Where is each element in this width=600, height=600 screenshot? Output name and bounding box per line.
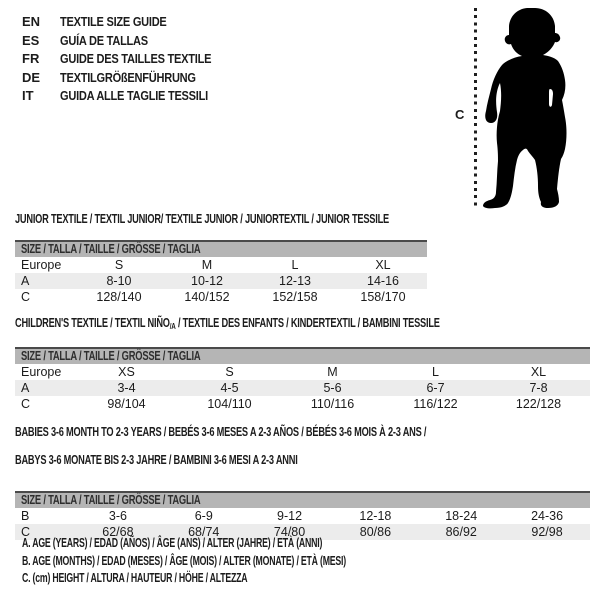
size-cell: L bbox=[432, 365, 439, 379]
guide-title: TEXTILGRÖßENFÜHRUNG bbox=[60, 69, 196, 85]
legend-text: B. AGE (MONTHS) / EDAD (MESES) / ÂGE (MOIS) / ALTER (MONATE) / ETÀ (MESI) bbox=[22, 553, 346, 568]
guide-title: GUÍA DE TALLAS bbox=[60, 32, 148, 48]
legend bbox=[22, 535, 485, 588]
section-title-line1 bbox=[15, 424, 590, 441]
childrens-textile-section bbox=[15, 317, 590, 412]
table-row-age bbox=[15, 380, 590, 396]
row-label: Europe bbox=[21, 365, 62, 379]
height-cell: 110/116 bbox=[310, 397, 355, 411]
height-cell: 152/158 bbox=[272, 290, 318, 304]
size-header-label: SIZE / TALLA / TAILLE / GRÖSSE / TAGLIA bbox=[21, 493, 201, 507]
size-header-label: SIZE / TALLA / TAILLE / GRÖSSE / TAGLIA bbox=[21, 349, 201, 363]
section-title-line2 bbox=[15, 452, 590, 469]
language-row bbox=[22, 32, 238, 51]
height-cell: 74/80 bbox=[273, 525, 306, 539]
size-header-label: SIZE / TALLA / TAILLE / GRÖSSE / TAGLIA bbox=[21, 242, 201, 256]
age-cell: 12-18 bbox=[359, 509, 392, 523]
section-title-text: JUNIOR TEXTILE / TEXTIL JUNIOR/ TEXTILE JUNIOR / JUNIORTEXTIL / JUNIOR TESSILE bbox=[15, 212, 389, 226]
height-cell: 80/86 bbox=[359, 525, 392, 539]
spacer bbox=[15, 480, 590, 491]
legend-text: C. (cm) HEIGHT / ALTURA / HAUTEUR / HÖHE / ALTEZZA bbox=[22, 571, 248, 586]
size-cell: M bbox=[201, 258, 213, 272]
section-title-text: BABIES 3-6 MONTH TO 2-3 YEARS / BEBÉS 3-6 MESES A 2-3 AÑOS / BÉBÉS 3-6 MOIS À 2-3 ANS / bbox=[15, 425, 427, 439]
table-row-age bbox=[15, 273, 427, 289]
section-title bbox=[15, 317, 590, 330]
age-cell: 7-8 bbox=[529, 381, 548, 395]
height-cell: 98/104 bbox=[107, 397, 146, 411]
height-cell: 122/128 bbox=[515, 397, 562, 411]
legend-line-age-months bbox=[22, 553, 485, 571]
height-cell: 116/122 bbox=[413, 397, 458, 411]
age-cell: 3-6 bbox=[108, 509, 127, 523]
size-cell: S bbox=[114, 258, 124, 272]
title-part: / TEXTILE DES ENFANTS / KINDERTEXTIL / BAMBINI TESSILE bbox=[175, 316, 440, 330]
babies-textile-section bbox=[15, 424, 590, 540]
row-label: B bbox=[21, 509, 30, 523]
language-row bbox=[22, 50, 238, 69]
junior-textile-section bbox=[15, 213, 427, 305]
legend-line-age-years bbox=[22, 535, 485, 553]
section-title bbox=[15, 213, 427, 226]
size-header-bar bbox=[15, 347, 590, 364]
table-row-europe bbox=[15, 257, 427, 273]
language-code: EN bbox=[22, 14, 41, 29]
age-cell: 9-12 bbox=[277, 509, 303, 523]
size-cell: S bbox=[225, 365, 234, 379]
row-label: Europe bbox=[21, 258, 62, 272]
language-row bbox=[22, 87, 238, 106]
age-cell: 6-9 bbox=[194, 509, 213, 523]
legend-text: A. AGE (YEARS) / EDAD (AÑOS) / ÂGE (ANS) / ALTER (JAHRE) / ETÀ (ANNI) bbox=[22, 536, 323, 550]
section-title-text bbox=[15, 317, 440, 333]
guide-title: GUIDE DES TAILLES TEXTILE bbox=[60, 51, 212, 67]
language-title-list bbox=[22, 13, 238, 106]
height-cell: 62/68 bbox=[102, 525, 134, 539]
age-cell: 5-6 bbox=[323, 381, 342, 395]
height-cell: 128/140 bbox=[96, 290, 142, 304]
table-row-height bbox=[15, 289, 427, 305]
age-cell: 10-12 bbox=[191, 274, 223, 288]
height-dotted-line bbox=[474, 8, 477, 208]
size-cell: XS bbox=[118, 365, 135, 379]
size-cell: XL bbox=[530, 365, 547, 379]
guide-title: TEXTILE SIZE GUIDE bbox=[60, 14, 167, 29]
size-cell: M bbox=[327, 365, 338, 379]
title-part: CHILDREN'S TEXTILE / TEXTIL NIÑO bbox=[15, 316, 170, 330]
table-row-height bbox=[15, 396, 590, 412]
height-measure-label: C bbox=[455, 107, 465, 122]
height-cell: 140/152 bbox=[184, 290, 230, 304]
language-row bbox=[22, 69, 238, 88]
size-header-bar bbox=[15, 240, 427, 257]
size-header-bar bbox=[15, 491, 590, 508]
height-cell: 104/110 bbox=[207, 397, 252, 411]
age-cell: 24-36 bbox=[531, 509, 564, 523]
age-cell: 8-10 bbox=[106, 274, 132, 288]
age-cell: 3-4 bbox=[117, 381, 136, 395]
section-title-text: BABYS 3-6 MONATE BIS 2-3 JAHRE / BAMBINI 3-6 MESI A 2-3 ANNI bbox=[15, 453, 298, 467]
language-code: IT bbox=[22, 88, 34, 104]
legend-line-height bbox=[22, 570, 485, 588]
age-cell: 6-7 bbox=[426, 381, 445, 395]
toddler-silhouette-icon bbox=[481, 5, 579, 209]
row-label: C bbox=[21, 397, 31, 411]
age-cell: 12-13 bbox=[279, 274, 311, 288]
age-cell: 14-16 bbox=[367, 274, 399, 288]
language-code: ES bbox=[22, 32, 40, 48]
language-row bbox=[22, 13, 238, 32]
title-subscript: /A bbox=[169, 321, 176, 331]
height-cell: 158/170 bbox=[360, 290, 406, 304]
size-cell: L bbox=[291, 258, 299, 272]
row-label: C bbox=[21, 525, 31, 539]
row-label: A bbox=[21, 274, 30, 288]
guide-title: GUIDA ALLE TAGLIE TESSILI bbox=[60, 88, 208, 104]
table-row-age-months bbox=[15, 508, 590, 524]
height-cell: 68/74 bbox=[188, 525, 220, 539]
height-cell: 86/92 bbox=[445, 525, 477, 539]
language-code: DE bbox=[22, 69, 41, 85]
size-cell: XL bbox=[375, 258, 391, 272]
language-code: FR bbox=[22, 51, 40, 67]
age-cell: 18-24 bbox=[445, 509, 478, 523]
table-row-europe bbox=[15, 364, 590, 380]
row-label: C bbox=[21, 290, 31, 304]
row-label: A bbox=[21, 381, 30, 395]
age-cell: 4-5 bbox=[220, 381, 239, 395]
height-cell: 92/98 bbox=[531, 525, 563, 539]
